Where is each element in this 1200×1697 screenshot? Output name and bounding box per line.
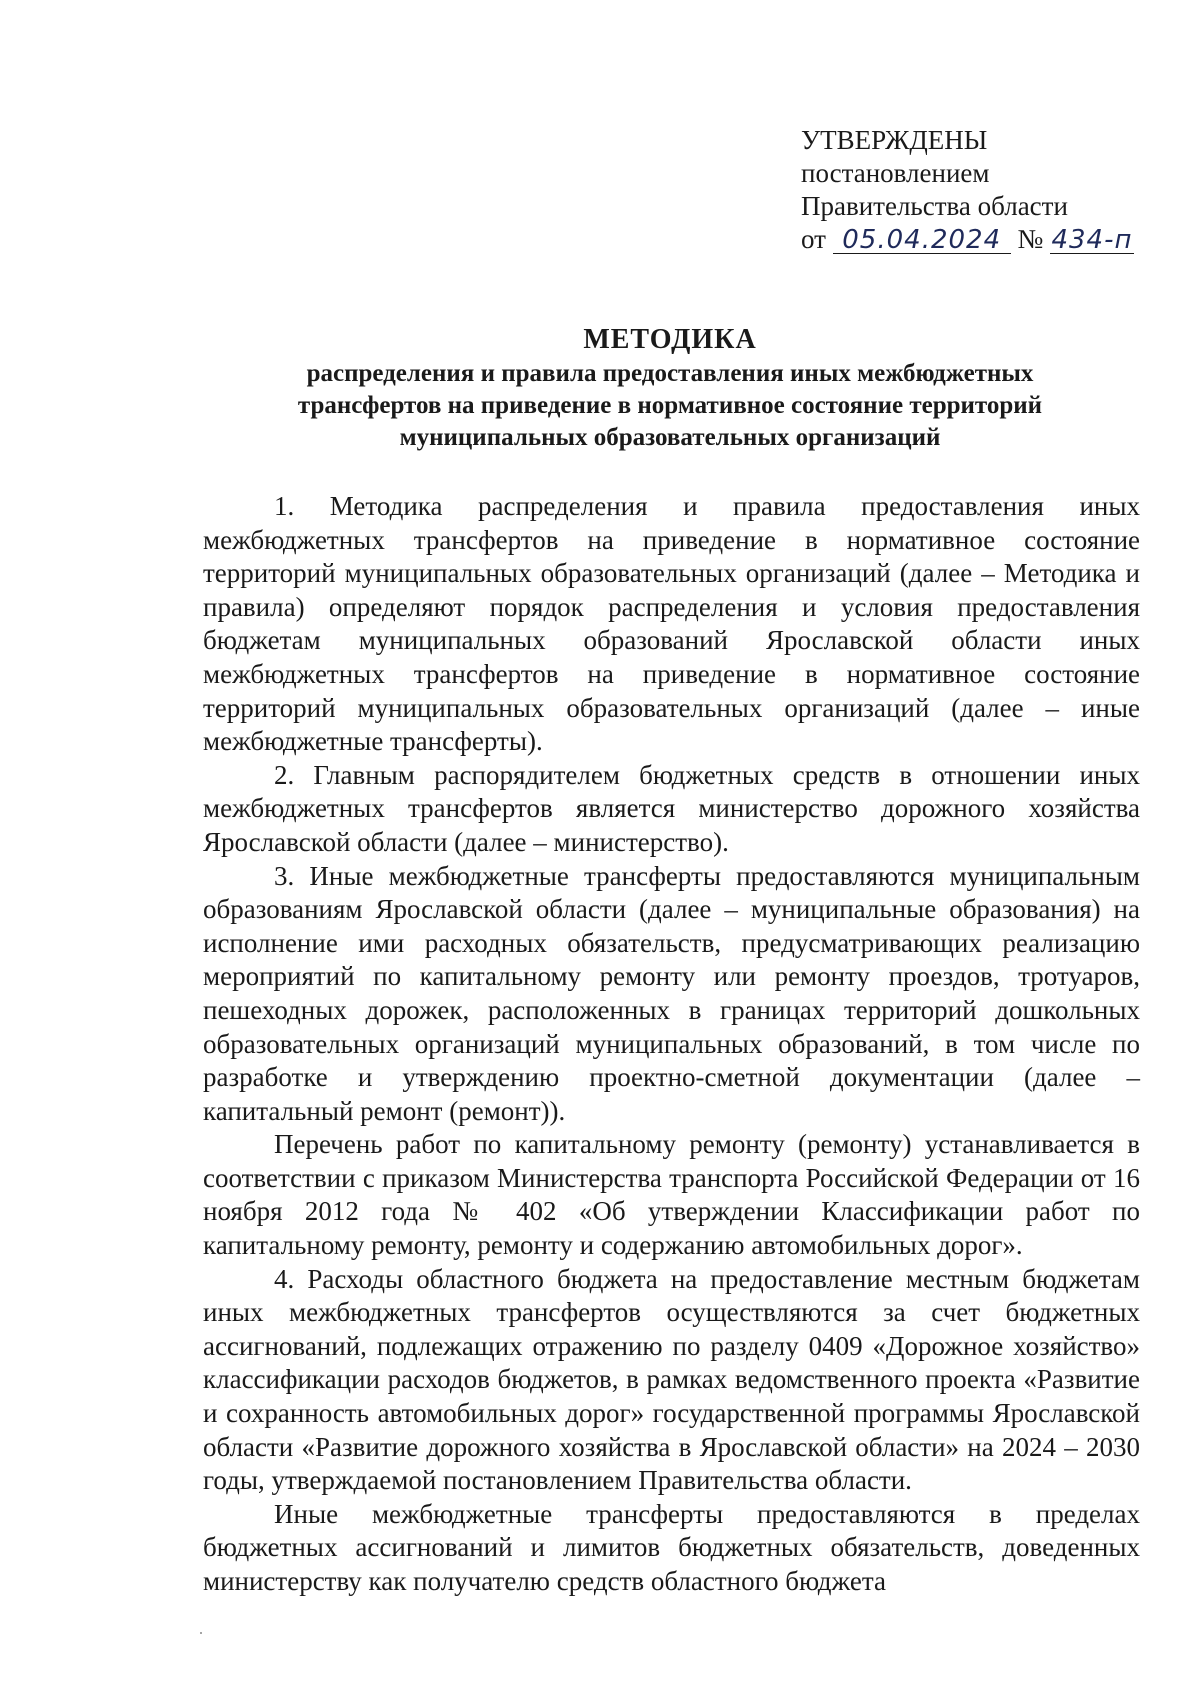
date-field xyxy=(833,226,1011,254)
title-sub-line-2: трансфертов на приведение в нормативное состояние территорий xyxy=(297,392,1043,419)
title-main: МЕТОДИКА xyxy=(583,324,757,355)
title-sub-line-1: распределения и правила предоставления иных межбюджетных xyxy=(306,360,1034,387)
approval-heading: УТВЕРЖДЕНЫ xyxy=(801,125,988,155)
number-field xyxy=(1050,226,1134,254)
date-prefix: от xyxy=(801,224,826,254)
document-title xyxy=(200,322,1140,454)
number-sign: № xyxy=(1017,224,1044,254)
number-value: 434-п xyxy=(1051,225,1133,255)
scan-dot xyxy=(200,1632,202,1634)
paragraph-3: 3. Иные межбюджетные трансферты предоставляются муниципальным образованиям Ярославской области (далее – муниципальные образования) на исполнение ими расходных обязательств, предусматривающих реализацию мероприятий по капитальному ремонту или ремонту проездов, тротуаров, пешеходных дорожек, расположенных в границах территорий дошкольных образовательных организаций муниципальных образований, в том числе по разработке и утверждению проектно-сметной документации (далее – капитальный ремонт (ремонт)). xyxy=(203,860,1140,1126)
approval-line-decree: постановлением xyxy=(801,158,990,188)
approval-line-government: Правительства области xyxy=(801,191,1068,221)
paragraph-1: 1. Методика распределения и правила предоставления иных межбюджетных трансфертов на приведение в нормативное состояние территорий муниципальных образовательных организаций (далее – Методика и правила) определяют порядок распределения и условия предоставления бюджетам муниципальных образований Ярославской области иных межбюджетных трансфертов на приведение в нормативное состояние территорий муниципальных образовательных организаций (далее – иные межбюджетные трансферты). xyxy=(203,491,1140,757)
paragraph-3-list: Перечень работ по капитальному ремонту (ремонту) устанавливается в соответствии с приказом Министерства транспорта Российской Федерации от 16 ноября 2012 года № 402 «Об утверждении Классификации работ по капитальному ремонту, ремонту и содержанию автомобильных дорог». xyxy=(203,1129,1140,1261)
approval-stamp xyxy=(801,124,1141,259)
date-value: 05.04.2024 xyxy=(842,225,1002,255)
paragraph-4-limits: Иные межбюджетные трансферты предоставляются в пределах бюджетных ассигнований и лимитов бюджетных обязательств, доведенных министерству как получателю средств областного бюджета xyxy=(203,1498,1140,1596)
paragraph-2: 2. Главным распорядителем бюджетных средств в отношении иных межбюджетных трансфертов является министерство дорожного хозяйства Ярославской области (далее – министерство). xyxy=(203,759,1140,857)
paragraph-4: 4. Расходы областного бюджета на предоставление местным бюджетам иных межбюджетных трансфертов осуществляются за счет бюджетных ассигнований, подлежащих отражению по разделу 0409 «Дорожное хозяйство» классификации расходов бюджетов, в рамках ведомственного проекта «Развитие и сохранность автомобильных дорог» государственной программы Ярославской области «Развитие дорожного хозяйства в Ярославской области» на 2024 – 2030 годы, утверждаемой постановлением Правительства области. xyxy=(203,1263,1140,1496)
approval-date-line xyxy=(801,223,1141,259)
document-body xyxy=(203,490,1140,1599)
title-sub-line-3: муниципальных образовательных организаций xyxy=(399,424,941,451)
